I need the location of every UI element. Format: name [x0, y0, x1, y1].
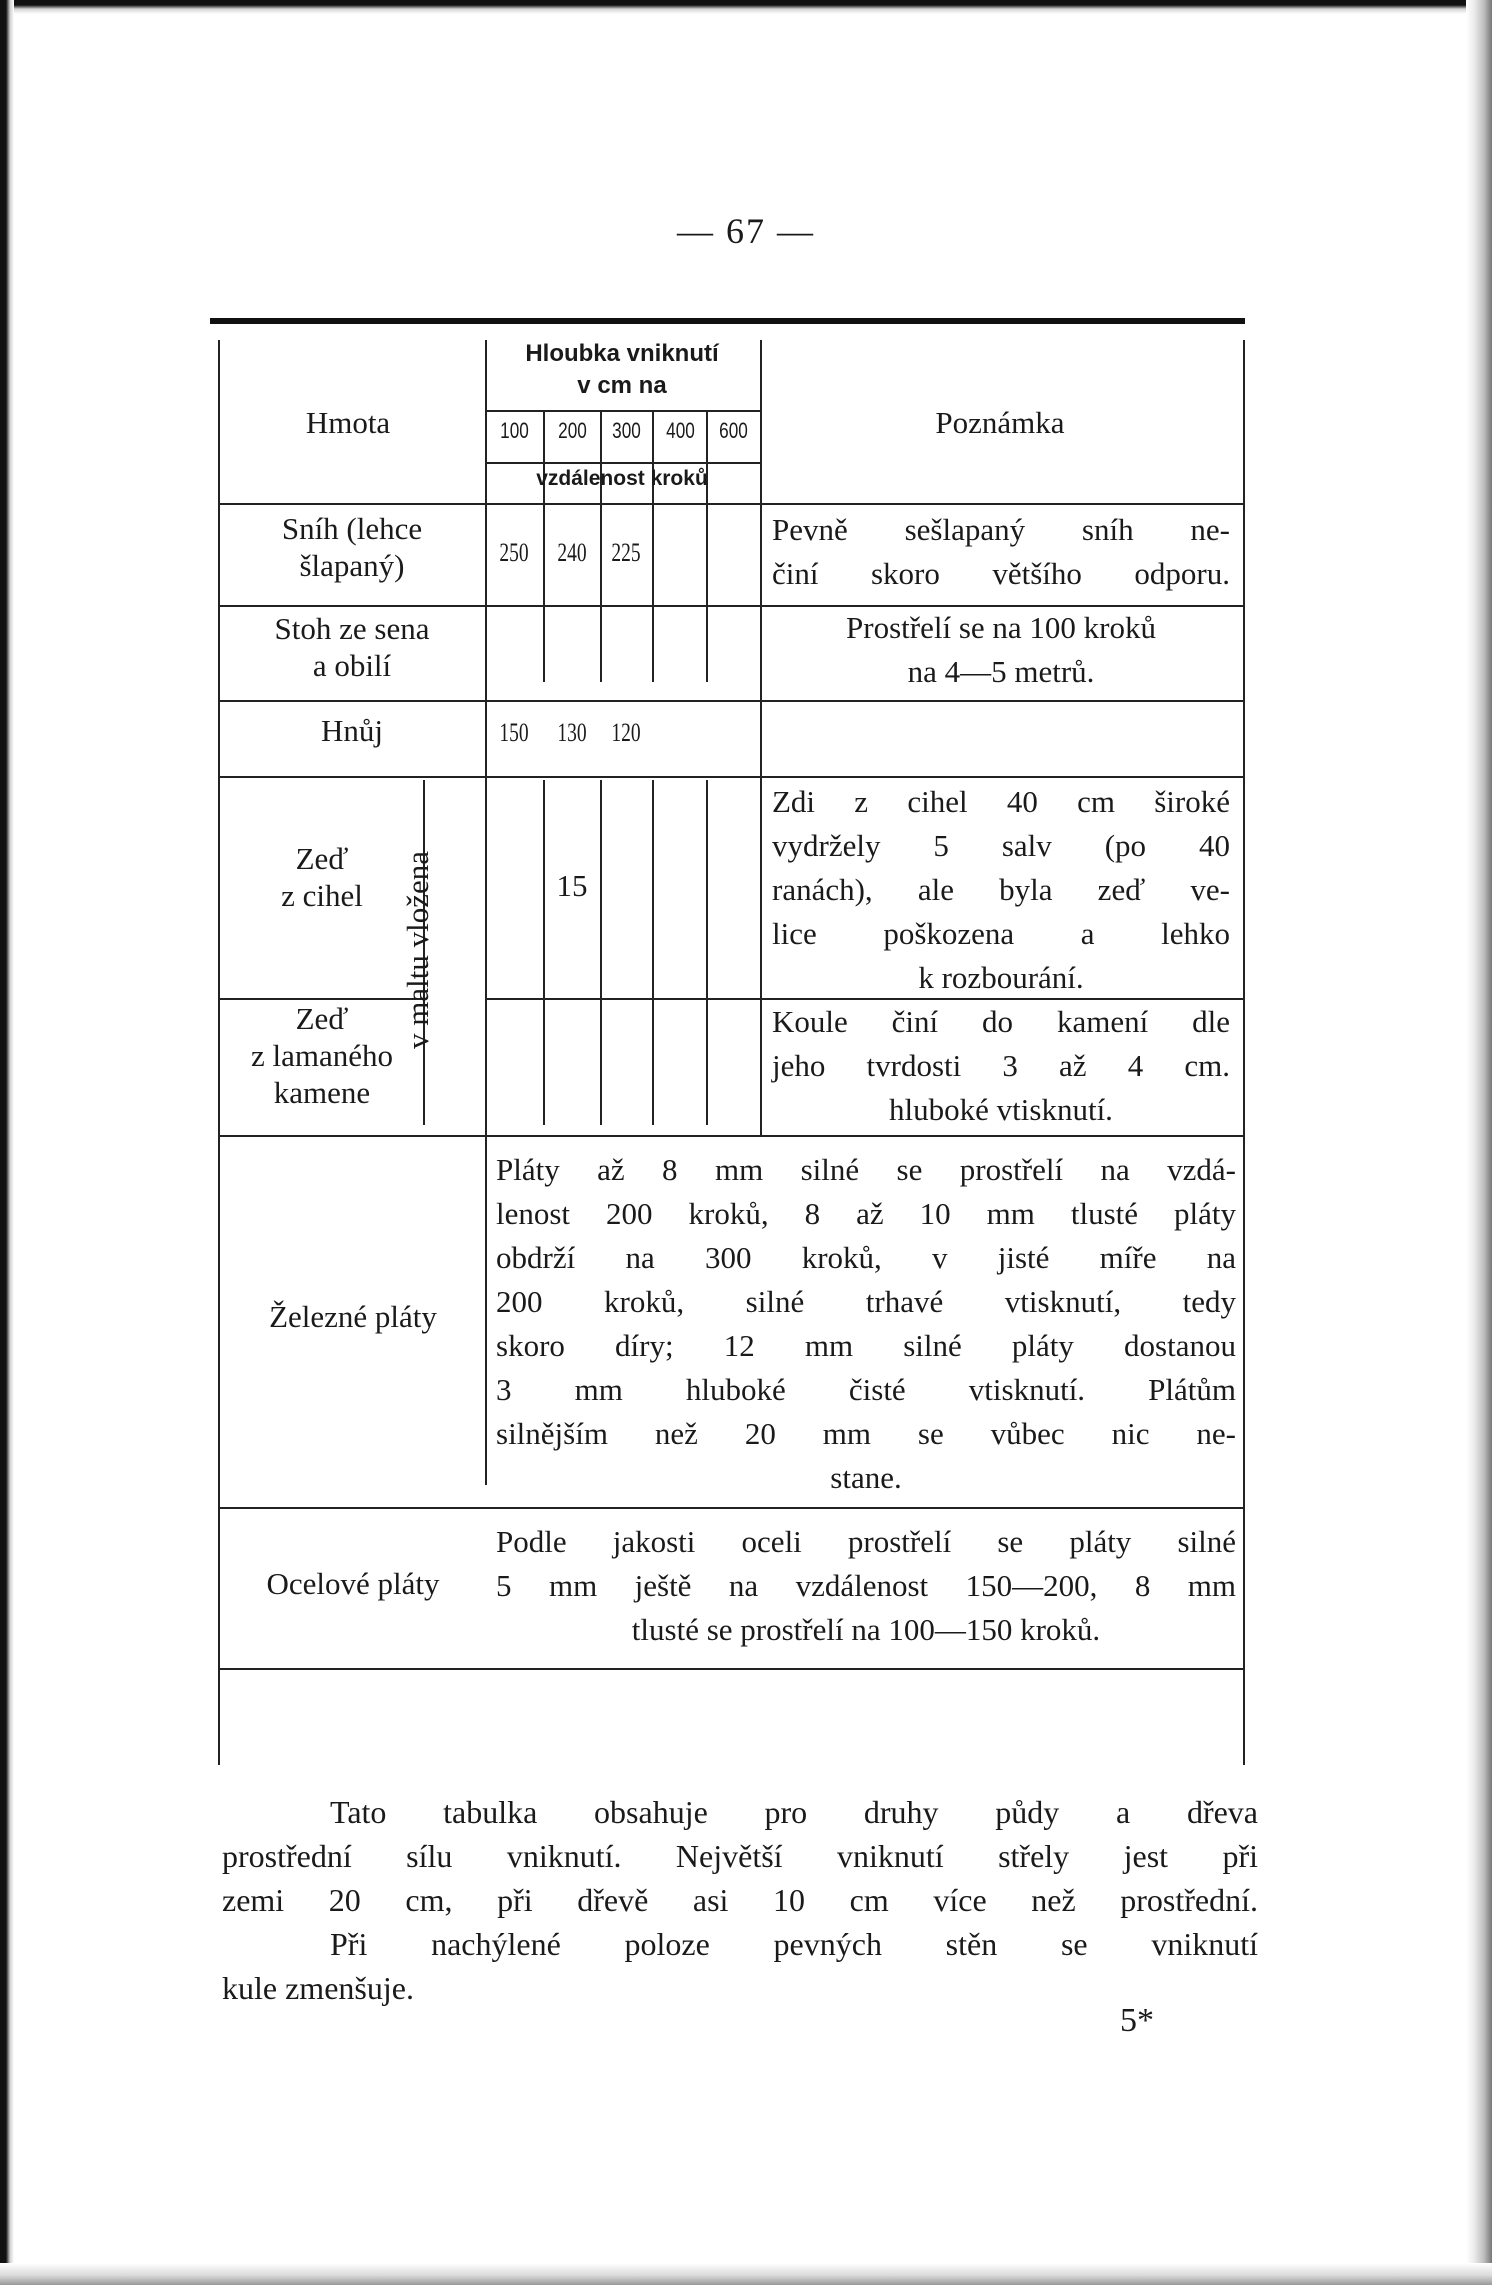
vertical-label-malta: v maltu vložena: [400, 851, 435, 1049]
material-zed-kamene: [222, 1000, 422, 1111]
material-stoh-line-1: Stoh ze sena: [274, 611, 430, 646]
note-zed-kamene-line-2: jeho tvrdosti 3 až 4 cm.: [772, 1048, 1230, 1083]
material-snih: [222, 510, 482, 584]
material-zed-kamene-line-2: z lamaného: [250, 1038, 393, 1073]
note-ocelove-line-2: 5 mm ještě na vzdálenost 150—200, 8 mm: [496, 1568, 1236, 1603]
material-zelezne: Železné pláty: [269, 1299, 437, 1334]
note-stoh-line-2: na 4—5 metrů.: [907, 654, 1095, 689]
material-zed-kamene-line-3: kamene: [273, 1075, 371, 1110]
distance-400: 400: [666, 418, 695, 443]
note-snih-line-2: činí skoro většího odporu.: [772, 556, 1230, 591]
note-zed-kamene-line-1: Koule činí do kamení dle: [772, 1004, 1230, 1039]
note-zed-cihel-line-4: lice poškozena a lehko: [772, 916, 1230, 951]
value-hnuj-100: 150: [499, 718, 529, 747]
paragraph-line-4: Při nachýlené poloze pevných stěn se vniknutí: [330, 1926, 1258, 1962]
row-rule-zelezne: [218, 1507, 1243, 1509]
col-divider-material: [485, 340, 487, 1485]
material-snih-line-2: šlapaný): [299, 548, 405, 583]
note-zelezne-line-5: skoro díry; 12 mm silné pláty dostanou: [496, 1328, 1236, 1363]
header-depth-title-1: Hloubka vniknutí: [525, 340, 719, 367]
note-zelezne: [496, 1148, 1236, 1500]
paragraph-line-5: kule zmenšuje.: [222, 1970, 414, 2006]
col-divider-zed-300: [652, 780, 654, 1125]
page-number: — 67 —: [677, 211, 815, 251]
scan-edge-bottom: [0, 2263, 1492, 2285]
material-zed-cihel: [222, 840, 422, 914]
col-divider-300: [652, 412, 654, 682]
material-zed-kamene-line-1: Zeď: [295, 1001, 349, 1036]
signature-mark: 5*: [1120, 2002, 1154, 2039]
col-divider-400: [706, 412, 708, 682]
row-rule-header: [218, 503, 1243, 505]
note-snih-line-1: Pevně sešlapaný sníh ne-: [772, 512, 1230, 547]
note-zed-cihel-line-2: vydržely 5 salv (po 40: [772, 828, 1230, 863]
value-snih-100: 250: [499, 538, 529, 567]
row-rule-zed-kamene: [218, 1135, 1243, 1137]
header-rule-2: [485, 462, 760, 464]
material-snih-line-1: Sníh (lehce: [281, 511, 423, 546]
note-zelezne-line-2: lenost 200 kroků, 8 až 10 mm tlusté pláty: [496, 1196, 1236, 1231]
note-zelezne-line-1: Pláty až 8 mm silné se prostřelí na vzdá-: [496, 1152, 1236, 1187]
note-ocelove-line-1: Podle jakosti oceli prostřelí se pláty silné: [496, 1524, 1236, 1559]
note-zed-cihel-line-3: ranách), ale byla zeď ve-: [772, 872, 1230, 907]
note-zed-cihel: [772, 780, 1230, 1000]
note-zed-cihel-line-5: k rozbourání.: [918, 960, 1084, 995]
note-zed-kamene: [772, 1000, 1230, 1132]
note-zelezne-line-7: silnějším než 20 mm se vůbec nic ne-: [496, 1416, 1236, 1451]
body-paragraph: [222, 1790, 1258, 2010]
header-depth-title-2: v cm na: [577, 372, 667, 399]
value-snih-200: 240: [557, 538, 587, 567]
col-divider-zed-400: [706, 780, 708, 1125]
row-rule-stoh: [218, 700, 1243, 702]
note-zelezne-line-3: obdrží na 300 kroků, v jisté míře na: [496, 1240, 1236, 1275]
note-zed-cihel-line-1: Zdi z cihel 40 cm široké: [772, 784, 1230, 819]
note-stoh-line-1: Prostřelí se na 100 kroků: [846, 610, 1156, 645]
note-zelezne-line-4: 200 kroků, silné trhavé vtisknutí, tedy: [496, 1284, 1236, 1319]
col-divider-200: [600, 412, 602, 682]
note-stoh: [772, 606, 1230, 694]
row-rule-ocelove: [218, 1668, 1243, 1670]
material-zed-cihel-line-1: Zeď: [295, 841, 349, 876]
table-left-border: [218, 340, 220, 1765]
distance-600: 600: [719, 418, 748, 443]
note-zed-kamene-line-3: hluboké vtisknutí.: [889, 1092, 1113, 1127]
value-hnuj-200: 130: [557, 718, 587, 747]
distance-200: 200: [558, 418, 587, 443]
table-top-rule: [210, 318, 1245, 324]
row-rule-hnuj: [218, 776, 1243, 778]
material-zed-cihel-line-2: z cihel: [281, 878, 363, 913]
material-stoh-line-2: a obilí: [312, 648, 392, 683]
scan-edge-top: [0, 0, 1492, 14]
header-distance-label: vzdálenost kroků: [536, 467, 708, 490]
scan-edge-left: [0, 0, 14, 2285]
material-ocelove: Ocelové pláty: [266, 1566, 440, 1601]
note-ocelove: [496, 1520, 1236, 1652]
header-poznamka: Poznámka: [935, 405, 1065, 440]
header-hmota: Hmota: [305, 405, 391, 440]
scan-edge-right: [1466, 0, 1492, 2285]
value-hnuj-300: 120: [611, 718, 641, 747]
note-zelezne-line-8: stane.: [830, 1460, 902, 1495]
col-divider-100: [543, 412, 545, 682]
value-zed-cihel: 15: [556, 868, 588, 903]
col-divider-zed-200: [600, 780, 602, 1125]
paragraph-line-1: Tato tabulka obsahuje pro druhy půdy a dřeva: [330, 1794, 1258, 1830]
material-stoh: [222, 610, 482, 684]
distance-300: 300: [612, 418, 641, 443]
note-snih: [772, 508, 1230, 596]
paragraph-line-3: zemi 20 cm, při dřevě asi 10 cm více než prostřední.: [222, 1882, 1258, 1918]
col-divider-zed-100: [543, 780, 545, 1125]
material-hnuj: Hnůj: [321, 713, 383, 748]
header-rule-1: [485, 410, 760, 412]
distance-100: 100: [500, 418, 529, 443]
table-right-border: [1243, 340, 1245, 1765]
col-divider-note: [760, 340, 762, 1135]
note-ocelove-line-3: tlusté se prostřelí na 100—150 kroků.: [631, 1612, 1101, 1647]
value-snih-300: 225: [611, 538, 641, 567]
note-zelezne-line-6: 3 mm hluboké čisté vtisknutí. Plátům: [496, 1372, 1236, 1407]
paragraph-line-2: prostřední sílu vniknutí. Největší vniknutí střely jest při: [222, 1838, 1258, 1874]
